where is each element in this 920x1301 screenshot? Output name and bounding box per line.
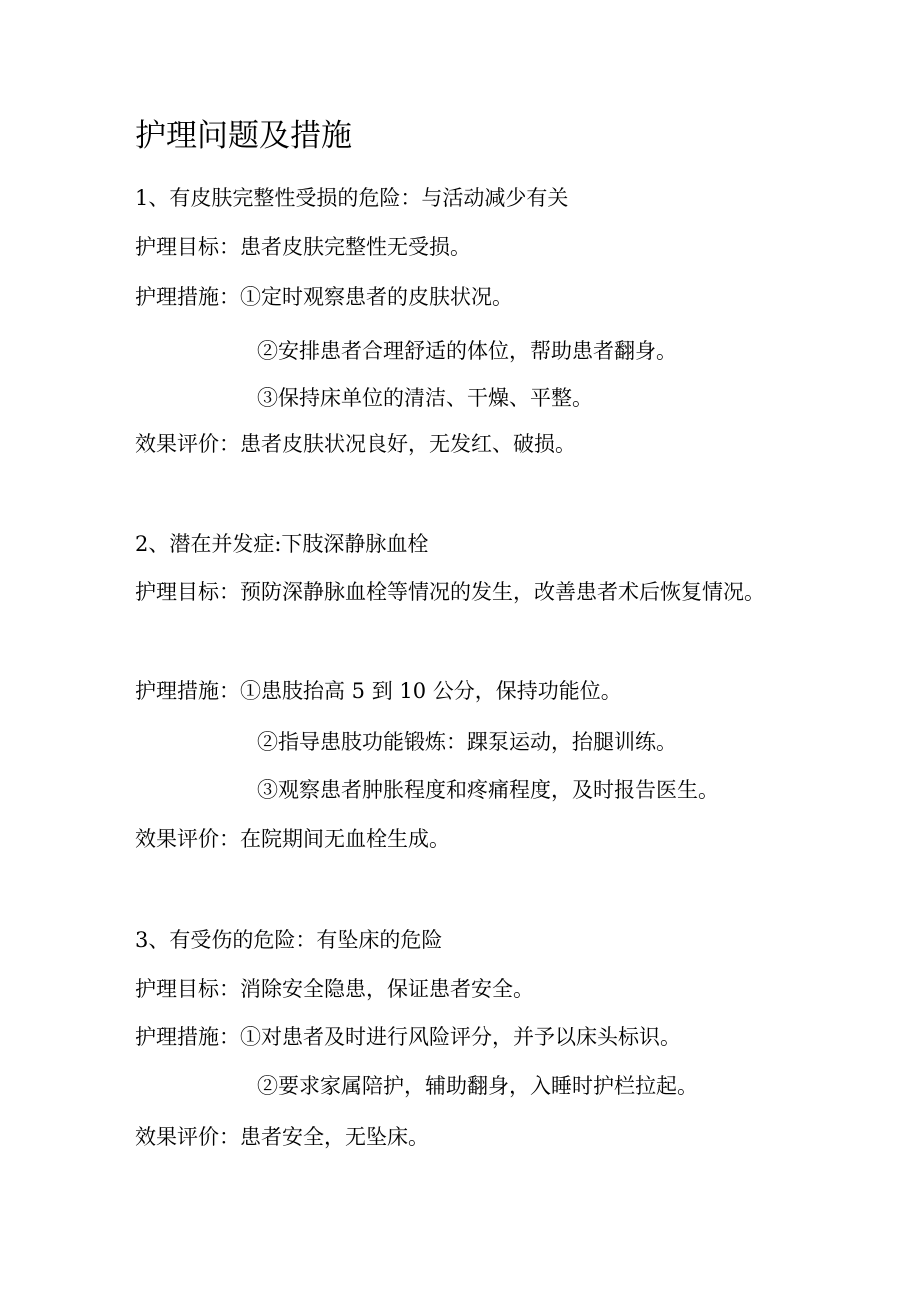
section-2-evaluation: 效果评价：在院期间无血栓生成。 (135, 827, 450, 851)
section-1-measure-1: 护理措施：①定时观察患者的皮肤状况。 (135, 285, 513, 309)
section-2-measure-1: 护理措施：①患肢抬高 5 到 10 公分，保持功能位。 (135, 679, 622, 703)
section-2-goal: 护理目标：预防深静脉血栓等情况的发生，改善患者术后恢复情况。 (135, 580, 765, 604)
section-3-measure-2: ②要求家属陪护，辅助翻身，入睡时护栏拉起。 (257, 1074, 698, 1098)
section-3-heading: 3、有受伤的危险：有坠床的危险 (135, 928, 443, 952)
section-1-measure-2: ②安排患者合理舒适的体位，帮助患者翻身。 (257, 339, 677, 363)
section-1-measure-3: ③保持床单位的清洁、干燥、平整。 (257, 386, 593, 410)
section-3-goal: 护理目标：消除安全隐患，保证患者安全。 (135, 977, 534, 1001)
section-3-measure-1: 护理措施：①对患者及时进行风险评分，并予以床头标识。 (135, 1025, 681, 1049)
section-2-measure-3: ③观察患者肿胀程度和疼痛程度，及时报告医生。 (257, 778, 719, 802)
document-title: 护理问题及措施 (135, 118, 352, 154)
section-1-goal: 护理目标：患者皮肤完整性无受损。 (135, 235, 471, 259)
section-1-evaluation: 效果评价：患者皮肤状况良好，无发红、破损。 (135, 432, 576, 456)
section-1-heading: 1、有皮肤完整性受损的危险：与活动减少有关 (135, 186, 569, 210)
section-2-measure-2: ②指导患肢功能锻炼：踝泵运动，抬腿训练。 (257, 730, 677, 754)
section-3-evaluation: 效果评价：患者安全，无坠床。 (135, 1125, 429, 1149)
section-2-heading: 2、潜在并发症:下肢深静脉血栓 (135, 532, 429, 556)
